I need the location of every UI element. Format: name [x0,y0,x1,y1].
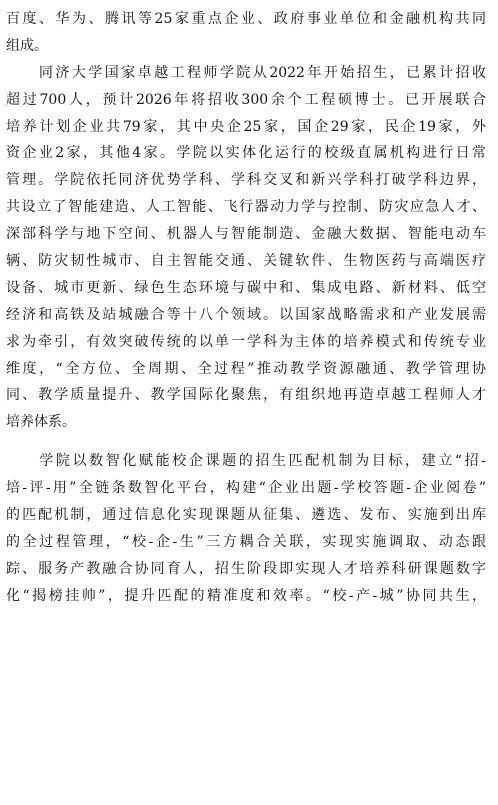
text-line: 组成。 [6,37,48,54]
text-line: 化“揭榜挂帅”，提升匹配的精准度和效率。“校-产-城”协同共生， [6,587,486,604]
text-line: 踪、服务产教融合协同育人，招生阶段即实现人才培养科研课题数字 [6,560,486,577]
text-line: 同、教学质量提升、教学国际化聚焦，有组织地再造卓越工程师人才 [6,387,486,404]
paragraph-3 [6,448,486,609]
text-line: 经济和高铁及站城融合等十八个领域。以国家战略需求和产业发展需 [6,306,486,323]
text-line: 学院以数智化赋能校企课题的招生匹配机制为目标，建立“招- [6,453,486,470]
text-line: 培-评-用”全链条数智化平台，构建“企业出题-学校答题-企业阅卷” [6,480,486,497]
paragraph-1 [6,6,486,60]
text-line: 资企业2家，其他4家。学院以实体化运行的校级直属机构进行日常 [6,145,486,162]
text-line: 的全过程管理，“校-企-生”三方耦合关联，实现实施调取、动态跟 [6,533,486,550]
text-line: 深部科学与地下空间、机器人与智能制造、金融大数据、智能电动车 [6,226,486,243]
text-line: 培养体系。 [6,414,76,431]
text-line: 超过700人，预计2026年将招收300余个工程硕博士。已开展联合 [6,91,486,108]
text-line: 的匹配机制，通过信息化实现课题从征集、遴选、发布、实施到出库 [6,507,486,524]
text-line: 管理。学院依托同济优势学科、学科交叉和新兴学科打破学科边界， [6,172,486,189]
text-line: 求为牵引，有效突破传统的以单一学科为主体的培养模式和传统专业 [6,333,486,350]
paragraph-spacer [6,436,486,448]
text-line: 百度、华为、腾讯等25家重点企业、政府事业单位和金融机构共同 [6,11,486,27]
text-line: 维度，“全方位、全周期、全过程”推动教学资源融通、教学管理协 [6,360,486,377]
text-line: 辆、防灾韧性城市、自主智能交通、关键软件、生物医药与高端医疗 [6,253,486,270]
text-line: 设备、城市更新、绿色生态环境与碳中和、集成电路、新材料、低空 [6,279,486,296]
text-line: 同济大学国家卓越工程师学院从2022年开始招生，已累计招收 [6,64,486,81]
text-line: 培养计划企业共79家，其中央企25家，国企29家，民企19家，外 [6,118,486,135]
text-line: 共设立了智能建造、人工智能、飞行器动力学与控制、防灾应急人才、 [6,199,486,216]
paragraph-2 [6,60,486,436]
